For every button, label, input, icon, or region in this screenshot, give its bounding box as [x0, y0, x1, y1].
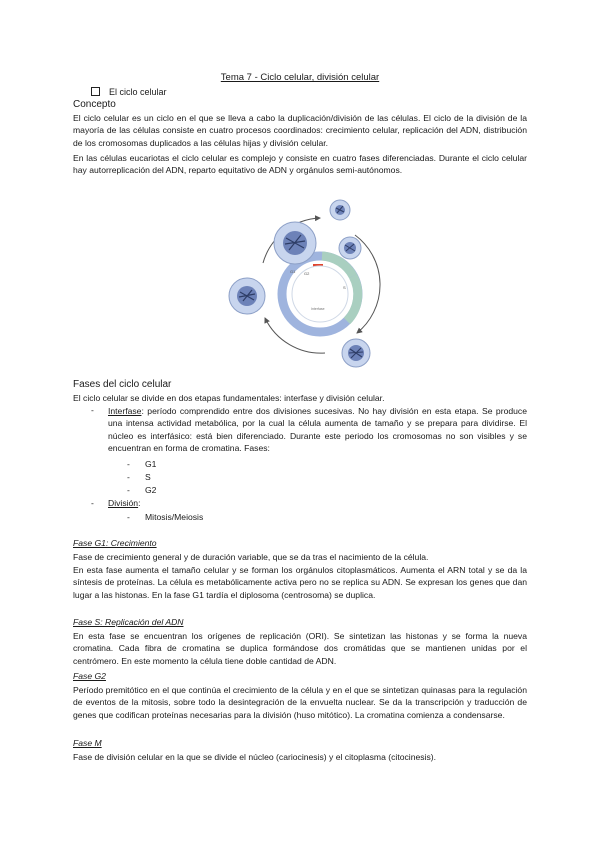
fases-heading: Fases del ciclo celular	[73, 379, 172, 390]
list-dash: -	[91, 405, 94, 415]
fases-intro: El ciclo celular se divide en dos etapas fundamentales: interfase y división celular.	[73, 393, 385, 403]
g1-paragraph-2: En esta fase aumenta el tamaño celular y se forman los orgánulos citoplasmáticos. Aumenta el ARN total y se da la síntesis de proteínas. La célula es metabólicamente activa pero no se replica su ADN. Se expresan los genes que dan lugar a las histonas. En la fase G1 tardía el diplosoma (centrosoma) se duplica.	[73, 565, 527, 600]
g2-heading: Fase G2	[73, 671, 106, 681]
interfase-item	[108, 405, 527, 455]
sub-item-s: S	[145, 472, 151, 482]
concepto-paragraph-2: En las células eucariotas el ciclo celular es complejo y consiste en cuatro fases diferenciadas. Durante el ciclo celular hay autorreplicación del ADN, reparto equitativo de ADN y orgánulos semi-autónomos.	[73, 153, 527, 176]
label-g1: G1	[290, 269, 296, 274]
cell-top-left	[274, 222, 316, 264]
g1-paragraph-1: Fase de crecimiento general y de duración variable, que se da tras el nacimiento de la célula.	[73, 552, 429, 562]
section-bullet-label: El ciclo celular	[109, 87, 167, 97]
division-colon: :	[138, 498, 141, 508]
s-heading: Fase S: Replicación del ADN	[73, 617, 184, 627]
list-dash: -	[127, 512, 130, 522]
m-heading: Fase M	[73, 738, 102, 748]
division-label: División	[108, 498, 139, 508]
list-dash: -	[91, 498, 94, 508]
cycle-center	[292, 266, 348, 322]
cell-cycle-diagram	[225, 193, 385, 373]
cell-right	[339, 237, 361, 259]
g2-arc	[347, 276, 358, 321]
division-item	[108, 498, 140, 508]
cell-top-right-small	[330, 200, 350, 220]
s-paragraph-1: En esta fase se encuentran los orígenes de replicación (ORI). Se sintetizan las histonas y se forma la nueva cromatina. Cada fibra de cromatina se duplica formándose dos cromátidas que se mantienen unidas por el centrómero. En este momento la célula tiene doble cantidad de ADN.	[73, 631, 527, 666]
section-bullet	[91, 87, 167, 97]
g2-paragraph-1: Período premitótico en el que continúa el crecimiento de la célula y en el que se sintetizan quinasas para la regulación de eventos de la mitosis, sobre todo la desintegración de la envuelta nuclear. Se da la transcripción y traducción de genes que codifican proteínas necesarias para la división (huso mitótico). La cromatina comienza a condensarse.	[73, 685, 527, 720]
concepto-paragraph-1: El ciclo celular es un ciclo en el que se lleva a cabo la duplicación/división de las células. El ciclo de la división de la mayoría de las células consiste en cuatro procesos coordinados: crecimiento celular, replicación del ADN, distribución de los cromosomas duplicados a las células hijas y división celular.	[73, 113, 527, 148]
list-dash: -	[127, 485, 130, 495]
interfase-label: Interfase	[108, 406, 142, 416]
sub-item-g1: G1	[145, 459, 157, 469]
cell-left	[229, 278, 265, 314]
cell-bottom-right	[342, 339, 370, 367]
interfase-text: : período comprendido entre dos divisiones sucesivas. No hay división en esta etapa. Se produce una intensa actividad metabólica, por la cual la célula aumenta de tamaño y se prepara para dividirse. El núcleo es interfásico: está bien diferenciado. Durante este periodo los cromosomas no son visibles y se encuentran en forma de cromatina. Fases:	[108, 406, 527, 454]
label-m: M	[315, 267, 319, 272]
list-dash: -	[127, 472, 130, 482]
label-g2: G2	[304, 271, 310, 276]
m-paragraph-1: Fase de división celular en la que se divide el núcleo (cariocinesis) y el citoplasma (citocinesis).	[73, 752, 437, 762]
concepto-heading: Concepto	[73, 99, 116, 110]
sub-item-mitosis: Mitosis/Meiosis	[145, 512, 204, 522]
sub-item-g2: G2	[145, 485, 157, 495]
list-dash: -	[127, 459, 130, 469]
label-s: S	[343, 285, 346, 290]
checkbox-bullet-icon	[91, 87, 100, 96]
label-interfase: Interfase	[311, 307, 325, 311]
document-title: Tema 7 - Ciclo celular, división celular	[220, 72, 380, 83]
g1-heading: Fase G1: Crecimiento	[73, 538, 157, 548]
